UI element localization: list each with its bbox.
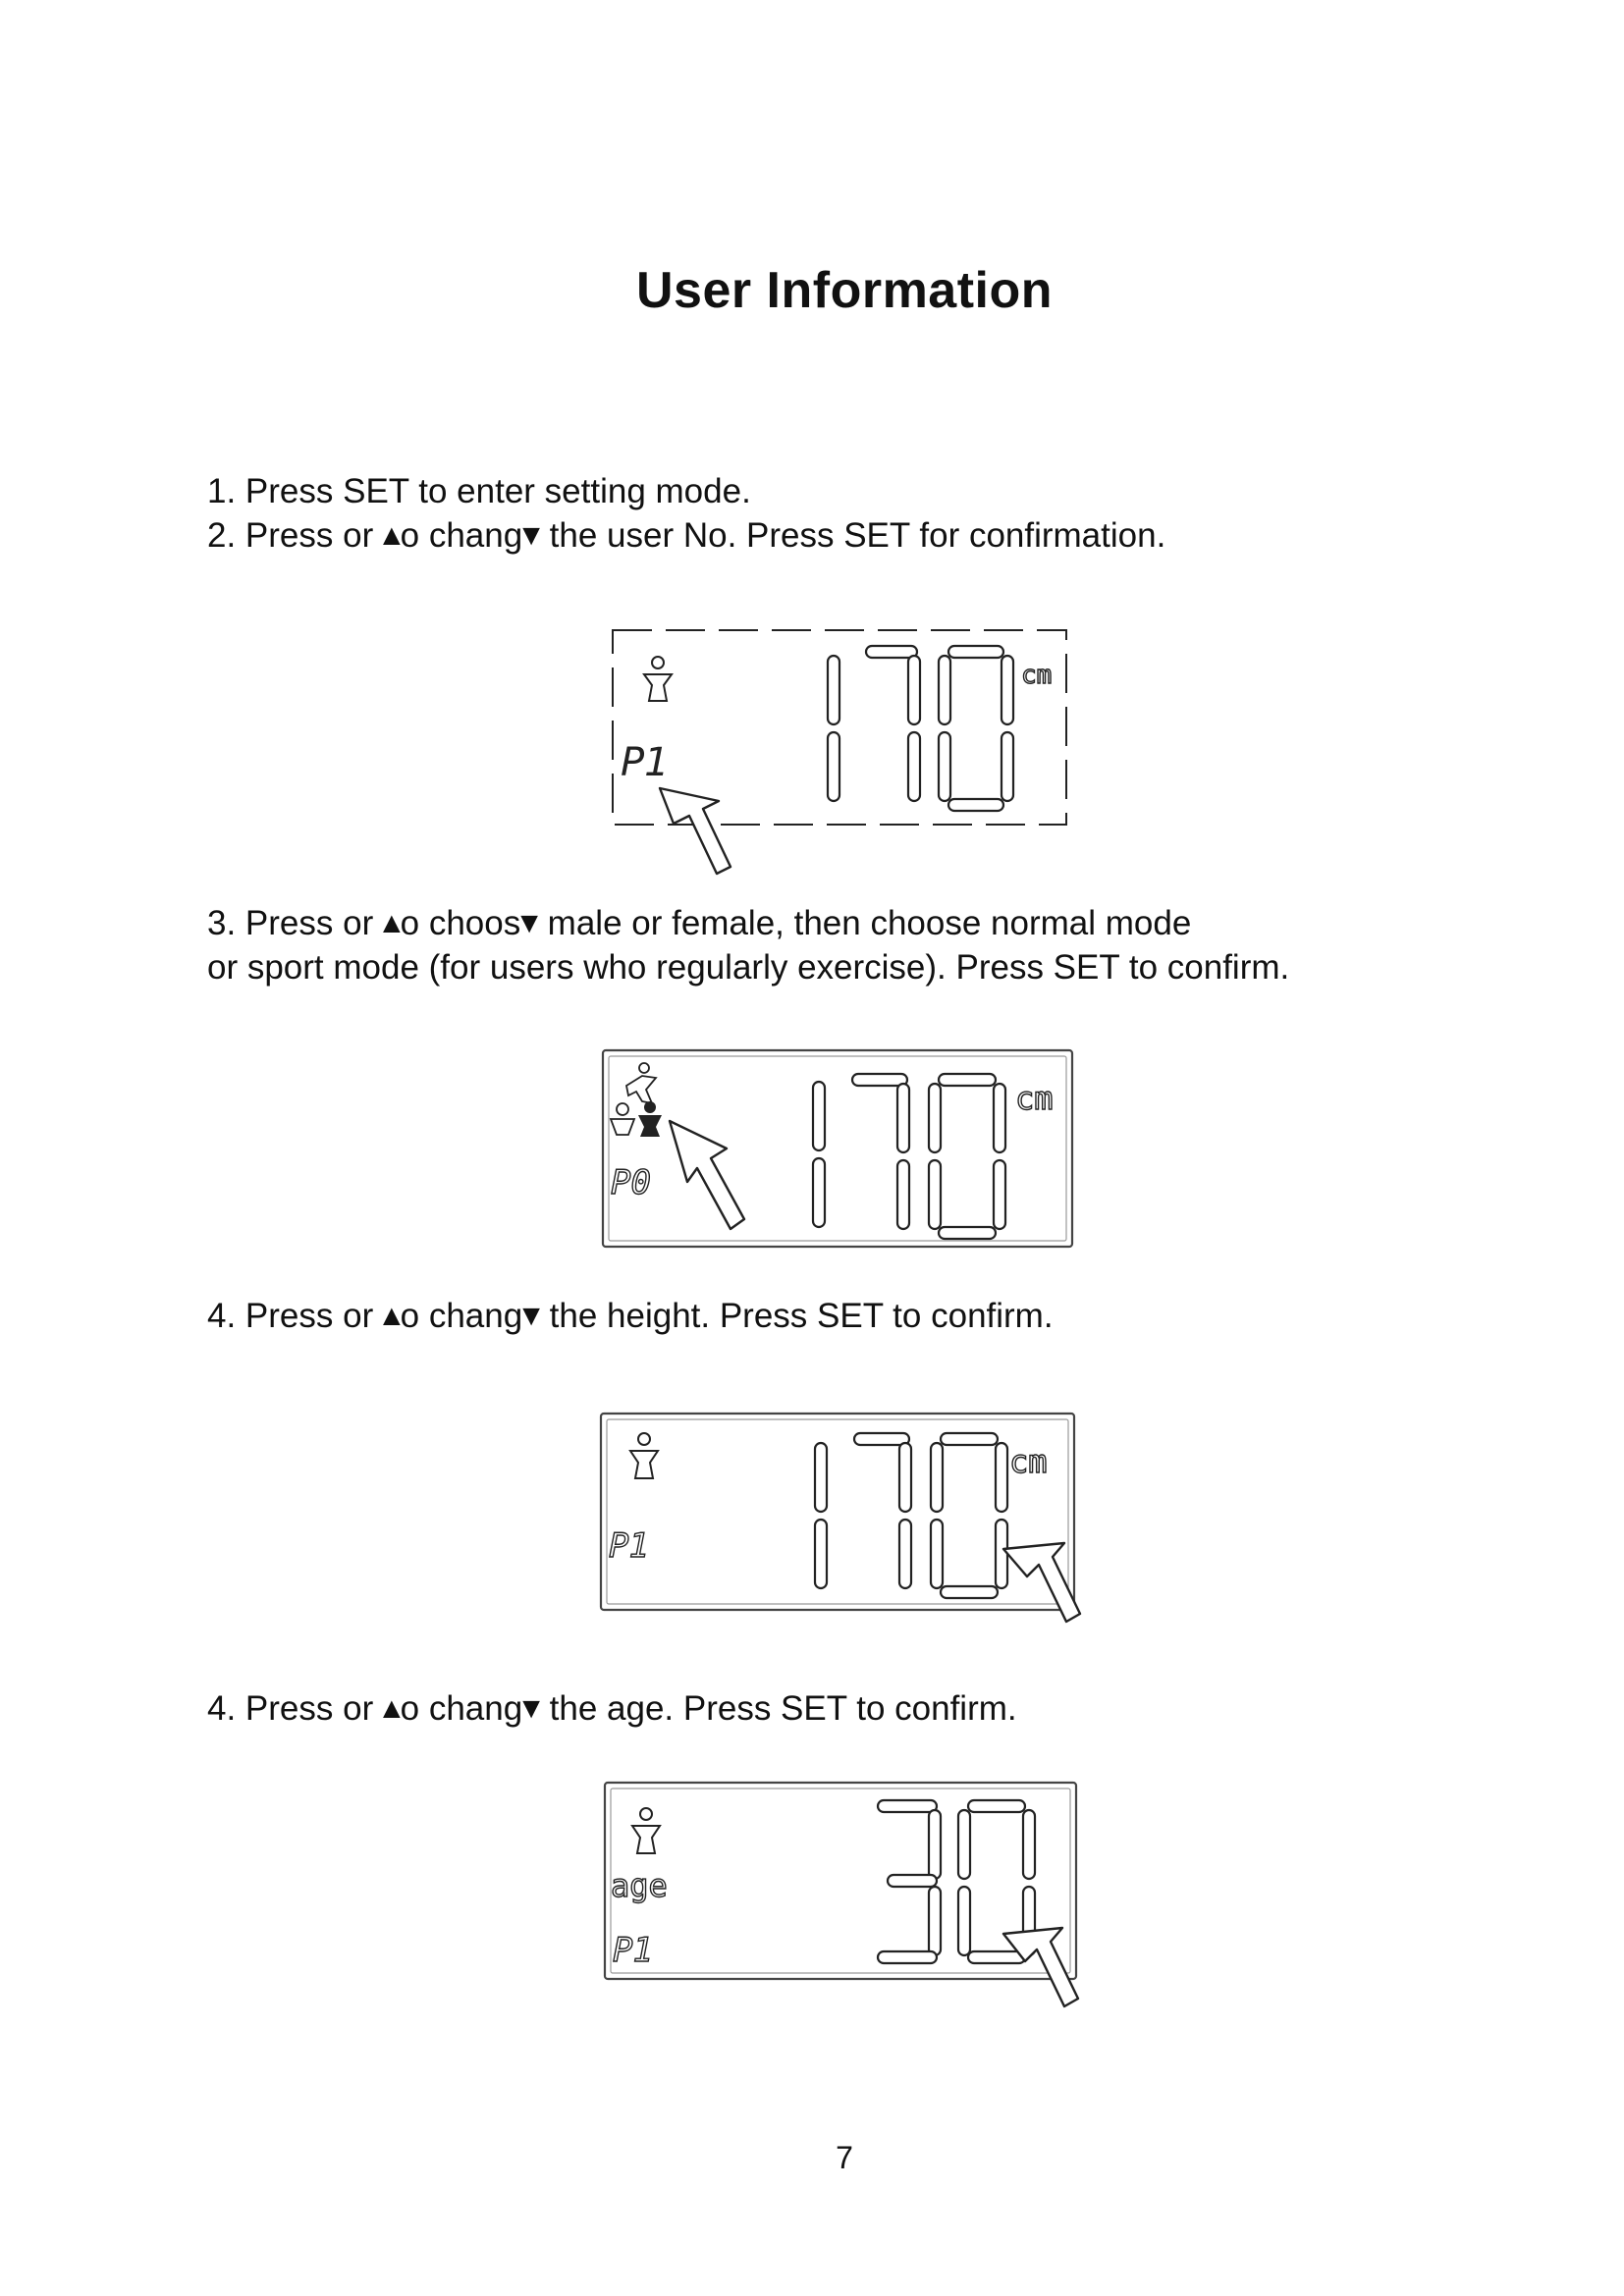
unit-label: cm bbox=[1021, 661, 1053, 690]
up-arrow-icon: ▲ bbox=[376, 907, 406, 939]
step-5-mid: o chang bbox=[400, 1689, 523, 1728]
down-arrow-icon: ▼ bbox=[516, 1692, 546, 1725]
step-4-post: the height. Press SET to confirm. bbox=[539, 1297, 1054, 1335]
step-4 bbox=[207, 1294, 1054, 1340]
step-4-pre: 4. Press or bbox=[207, 1297, 383, 1335]
step-5 bbox=[207, 1686, 1017, 1733]
digit-1 bbox=[828, 656, 839, 801]
user-number: P1 bbox=[613, 1931, 653, 1970]
digit-1 bbox=[815, 1443, 827, 1588]
age-label: age bbox=[611, 1867, 668, 1904]
digit-7 bbox=[854, 1433, 911, 1588]
step-3-post: male or female, then choose normal mode bbox=[537, 904, 1192, 942]
person-icon bbox=[632, 1808, 660, 1853]
step-2-mid: o chang bbox=[400, 516, 523, 555]
step-1 bbox=[207, 469, 751, 513]
user-number: P0 bbox=[611, 1163, 651, 1202]
page-title: User Information bbox=[635, 262, 1054, 319]
person-icon bbox=[644, 657, 672, 701]
digit-0 bbox=[929, 1074, 1005, 1239]
female-icon bbox=[611, 1103, 634, 1135]
down-arrow-icon: ▼ bbox=[516, 1300, 546, 1332]
step-3-mid: o choos bbox=[400, 904, 521, 942]
user-number: P1 bbox=[609, 1526, 649, 1566]
step-1-text: 1. Press SET to enter setting mode. bbox=[207, 472, 751, 510]
unit-label: cm bbox=[1009, 1443, 1048, 1480]
digit-3 bbox=[878, 1800, 941, 1963]
up-arrow-icon: ▲ bbox=[376, 1692, 406, 1725]
digit-0 bbox=[931, 1433, 1007, 1598]
lcd-display-user bbox=[609, 626, 1080, 881]
page-number: 7 bbox=[836, 2140, 853, 2175]
male-icon bbox=[638, 1101, 662, 1137]
step-2 bbox=[207, 513, 1165, 560]
digit-0 bbox=[939, 646, 1013, 811]
step-3 bbox=[207, 901, 1191, 947]
up-arrow-icon: ▲ bbox=[376, 1300, 406, 1332]
step-5-post: the age. Press SET to confirm. bbox=[539, 1689, 1017, 1728]
digit-1 bbox=[813, 1082, 825, 1227]
sport-icon bbox=[626, 1063, 656, 1103]
pointer-arrow-icon bbox=[670, 1121, 744, 1229]
lcd-display-gender-mode bbox=[599, 1046, 1080, 1253]
down-arrow-icon: ▼ bbox=[514, 907, 544, 939]
step-3-pre: 3. Press or bbox=[207, 904, 383, 942]
down-arrow-icon: ▼ bbox=[516, 519, 546, 552]
step-5-pre: 4. Press or bbox=[207, 1689, 383, 1728]
pointer-arrow-icon bbox=[660, 788, 731, 874]
step-4-mid: o chang bbox=[400, 1297, 523, 1335]
step-3-line-2 bbox=[207, 945, 1289, 989]
digit-7 bbox=[852, 1074, 909, 1229]
unit-label: cm bbox=[1015, 1080, 1054, 1117]
digit-7 bbox=[866, 646, 920, 801]
lcd-display-height bbox=[597, 1410, 1088, 1655]
step-2-pre: 2. Press or bbox=[207, 516, 383, 555]
pointer-arrow-icon bbox=[1003, 1928, 1078, 2006]
user-number: P1 bbox=[621, 740, 670, 785]
up-arrow-icon: ▲ bbox=[376, 519, 406, 552]
step-2-post: the user No. Press SET for confirmation. bbox=[539, 516, 1166, 555]
lcd-display-age bbox=[601, 1779, 1082, 2034]
person-icon bbox=[630, 1433, 658, 1478]
step-3-line-2-text: or sport mode (for users who regularly exercise). Press SET to confirm. bbox=[207, 948, 1290, 987]
